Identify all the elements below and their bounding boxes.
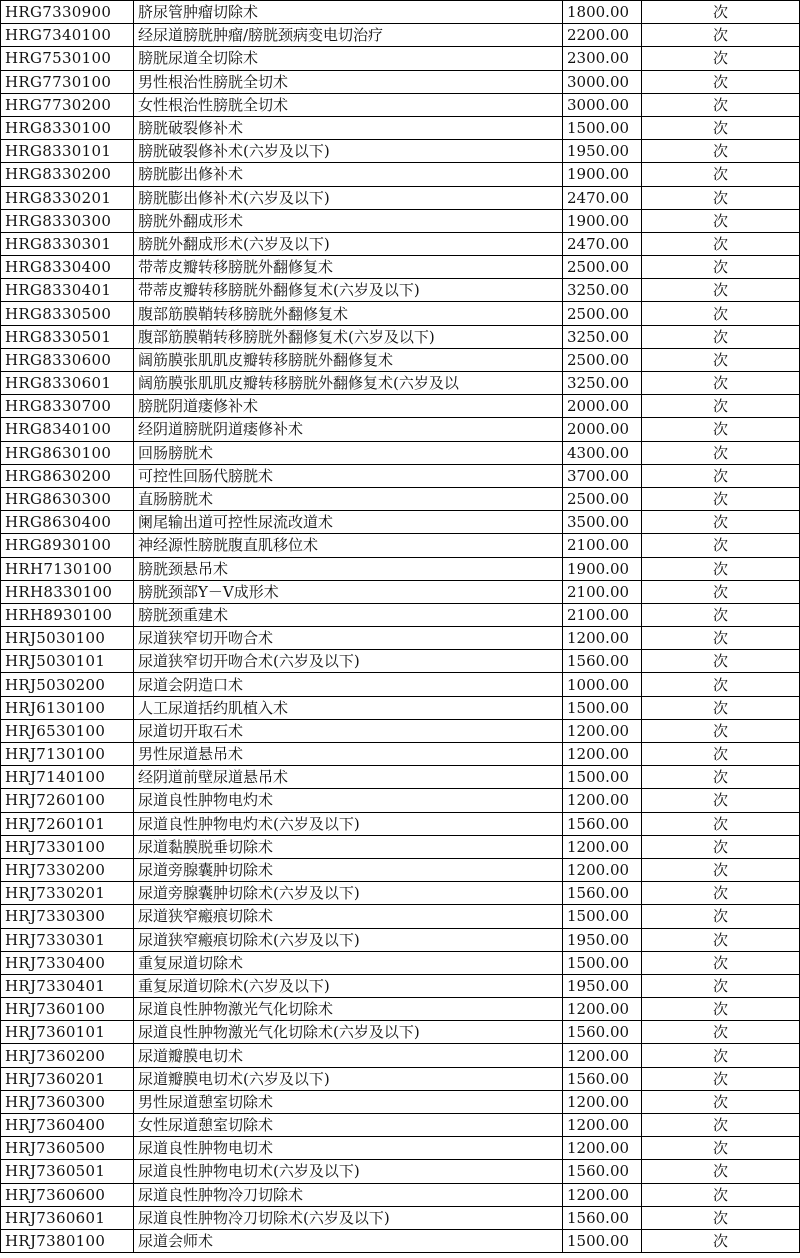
table-row	[1, 372, 800, 395]
table-row	[1, 1, 800, 24]
item-name-cell: 尿道切开取石术	[134, 719, 563, 742]
item-price-cell: 1200.00	[563, 1114, 642, 1137]
item-unit-cell: 次	[642, 116, 800, 139]
item-code-cell: HRJ7360201	[1, 1067, 134, 1090]
item-code-cell: HRG8630200	[1, 464, 134, 487]
item-name-cell: 男性尿道悬吊术	[134, 743, 563, 766]
item-price-cell: 1900.00	[563, 209, 642, 232]
item-name-cell: 经阴道前壁尿道悬吊术	[134, 766, 563, 789]
item-name-cell: 膀胱颈部Y－V成形术	[134, 580, 563, 603]
item-price-cell: 1560.00	[563, 882, 642, 905]
item-code-cell: HRG8330101	[1, 140, 134, 163]
item-code-cell: HRG8330400	[1, 256, 134, 279]
item-name-cell: 经阴道膀胱阴道瘘修补术	[134, 418, 563, 441]
item-price-cell: 1500.00	[563, 116, 642, 139]
item-price-cell: 1800.00	[563, 1, 642, 24]
table-row	[1, 951, 800, 974]
item-name-cell: 膀胱颈重建术	[134, 603, 563, 626]
item-name-cell: 脐尿管肿瘤切除术	[134, 1, 563, 24]
table-row	[1, 928, 800, 951]
table-row	[1, 209, 800, 232]
item-name-cell: 女性根治性膀胱全切术	[134, 93, 563, 116]
table-row	[1, 812, 800, 835]
item-price-cell: 1200.00	[563, 835, 642, 858]
item-code-cell: HRJ7260101	[1, 812, 134, 835]
table-row	[1, 1229, 800, 1252]
item-price-cell: 1200.00	[563, 719, 642, 742]
item-code-cell: HRJ7360400	[1, 1114, 134, 1137]
item-unit-cell: 次	[642, 557, 800, 580]
item-code-cell: HRJ7360300	[1, 1090, 134, 1113]
item-name-cell: 尿道良性肿物电切术(六岁及以下)	[134, 1160, 563, 1183]
item-unit-cell: 次	[642, 279, 800, 302]
table-row	[1, 47, 800, 70]
table-row	[1, 348, 800, 371]
item-unit-cell: 次	[642, 232, 800, 255]
item-price-cell: 1560.00	[563, 650, 642, 673]
item-code-cell: HRG8330300	[1, 209, 134, 232]
table-row	[1, 464, 800, 487]
item-name-cell: 女性尿道憩室切除术	[134, 1114, 563, 1137]
item-code-cell: HRJ7360200	[1, 1044, 134, 1067]
item-price-cell: 2470.00	[563, 186, 642, 209]
table-row	[1, 858, 800, 881]
table-row	[1, 835, 800, 858]
table-row	[1, 140, 800, 163]
item-name-cell: 带蒂皮瓣转移膀胱外翻修复术	[134, 256, 563, 279]
item-unit-cell: 次	[642, 673, 800, 696]
item-unit-cell: 次	[642, 302, 800, 325]
item-unit-cell: 次	[642, 395, 800, 418]
item-price-cell: 1200.00	[563, 1044, 642, 1067]
item-price-cell: 1500.00	[563, 696, 642, 719]
item-price-cell: 2000.00	[563, 395, 642, 418]
item-name-cell: 尿道良性肿物激光气化切除术(六岁及以下)	[134, 1021, 563, 1044]
item-unit-cell: 次	[642, 511, 800, 534]
item-name-cell: 尿道狭窄切开吻合术	[134, 627, 563, 650]
item-unit-cell: 次	[642, 325, 800, 348]
item-name-cell: 直肠膀胱术	[134, 487, 563, 510]
item-code-cell: HRJ7360600	[1, 1183, 134, 1206]
item-price-cell: 1000.00	[563, 673, 642, 696]
item-price-cell: 2500.00	[563, 487, 642, 510]
item-price-cell: 3250.00	[563, 279, 642, 302]
item-unit-cell: 次	[642, 743, 800, 766]
item-unit-cell: 次	[642, 627, 800, 650]
table-row	[1, 302, 800, 325]
item-code-cell: HRG8930100	[1, 534, 134, 557]
item-unit-cell: 次	[642, 1183, 800, 1206]
table-row	[1, 232, 800, 255]
item-price-cell: 1950.00	[563, 140, 642, 163]
item-unit-cell: 次	[642, 418, 800, 441]
item-name-cell: 阑尾输出道可控性尿流改道术	[134, 511, 563, 534]
item-price-cell: 2100.00	[563, 580, 642, 603]
item-unit-cell: 次	[642, 835, 800, 858]
item-price-cell: 1900.00	[563, 557, 642, 580]
table-row	[1, 24, 800, 47]
item-price-cell: 1200.00	[563, 789, 642, 812]
item-name-cell: 膀胱膨出修补术(六岁及以下)	[134, 186, 563, 209]
table-row	[1, 487, 800, 510]
item-name-cell: 尿道狭窄瘢痕切除术(六岁及以下)	[134, 928, 563, 951]
table-row	[1, 766, 800, 789]
item-price-cell: 1560.00	[563, 1160, 642, 1183]
item-unit-cell: 次	[642, 1, 800, 24]
item-unit-cell: 次	[642, 974, 800, 997]
item-price-cell: 2300.00	[563, 47, 642, 70]
item-price-cell: 2500.00	[563, 302, 642, 325]
item-code-cell: HRJ7330201	[1, 882, 134, 905]
table-row	[1, 1021, 800, 1044]
item-unit-cell: 次	[642, 372, 800, 395]
item-code-cell: HRH7130100	[1, 557, 134, 580]
table-row	[1, 789, 800, 812]
item-code-cell: HRG7530100	[1, 47, 134, 70]
item-name-cell: 男性根治性膀胱全切术	[134, 70, 563, 93]
item-name-cell: 尿道良性肿物冷刀切除术	[134, 1183, 563, 1206]
item-name-cell: 膀胱尿道全切除术	[134, 47, 563, 70]
item-name-cell: 尿道良性肿物电灼术	[134, 789, 563, 812]
item-unit-cell: 次	[642, 1206, 800, 1229]
table-row	[1, 1090, 800, 1113]
item-name-cell: 男性尿道憩室切除术	[134, 1090, 563, 1113]
table-row	[1, 1183, 800, 1206]
item-code-cell: HRJ7360501	[1, 1160, 134, 1183]
table-row	[1, 1206, 800, 1229]
item-unit-cell: 次	[642, 998, 800, 1021]
item-price-cell: 1560.00	[563, 1021, 642, 1044]
item-unit-cell: 次	[642, 858, 800, 881]
item-price-cell: 1200.00	[563, 743, 642, 766]
table-row	[1, 1137, 800, 1160]
item-code-cell: HRJ5030200	[1, 673, 134, 696]
item-code-cell: HRH8930100	[1, 603, 134, 626]
item-code-cell: HRJ7360100	[1, 998, 134, 1021]
item-code-cell: HRJ7140100	[1, 766, 134, 789]
item-unit-cell: 次	[642, 209, 800, 232]
item-price-cell: 1500.00	[563, 905, 642, 928]
item-name-cell: 神经源性膀胱腹直肌移位术	[134, 534, 563, 557]
item-code-cell: HRG7330900	[1, 1, 134, 24]
item-unit-cell: 次	[642, 1229, 800, 1252]
item-name-cell: 尿道黏膜脱垂切除术	[134, 835, 563, 858]
item-code-cell: HRJ5030100	[1, 627, 134, 650]
item-unit-cell: 次	[642, 47, 800, 70]
item-code-cell: HRJ7330200	[1, 858, 134, 881]
item-unit-cell: 次	[642, 905, 800, 928]
item-unit-cell: 次	[642, 93, 800, 116]
item-name-cell: 阔筋膜张肌肌皮瓣转移膀胱外翻修复术	[134, 348, 563, 371]
item-code-cell: HRJ7380100	[1, 1229, 134, 1252]
item-code-cell: HRJ6530100	[1, 719, 134, 742]
item-unit-cell: 次	[642, 140, 800, 163]
item-price-cell: 2000.00	[563, 418, 642, 441]
item-price-cell: 3000.00	[563, 70, 642, 93]
item-name-cell: 尿道会阴造口术	[134, 673, 563, 696]
item-unit-cell: 次	[642, 348, 800, 371]
item-code-cell: HRG8330100	[1, 116, 134, 139]
item-price-cell: 3000.00	[563, 93, 642, 116]
item-name-cell: 尿道狭窄瘢痕切除术	[134, 905, 563, 928]
item-price-cell: 2500.00	[563, 256, 642, 279]
item-name-cell: 膀胱膨出修补术	[134, 163, 563, 186]
item-price-cell: 1500.00	[563, 766, 642, 789]
table-row	[1, 70, 800, 93]
item-name-cell: 阔筋膜张肌肌皮瓣转移膀胱外翻修复术(六岁及以	[134, 372, 563, 395]
table-row	[1, 905, 800, 928]
item-price-cell: 3500.00	[563, 511, 642, 534]
item-code-cell: HRJ7360101	[1, 1021, 134, 1044]
item-code-cell: HRJ7330401	[1, 974, 134, 997]
item-unit-cell: 次	[642, 928, 800, 951]
item-name-cell: 腹部筋膜鞘转移膀胱外翻修复术(六岁及以下)	[134, 325, 563, 348]
item-code-cell: HRJ7330400	[1, 951, 134, 974]
item-code-cell: HRG8330601	[1, 372, 134, 395]
item-name-cell: 腹部筋膜鞘转移膀胱外翻修复术	[134, 302, 563, 325]
item-price-cell: 1200.00	[563, 1137, 642, 1160]
table-row	[1, 743, 800, 766]
item-code-cell: HRH8330100	[1, 580, 134, 603]
item-code-cell: HRG7730100	[1, 70, 134, 93]
item-unit-cell: 次	[642, 789, 800, 812]
item-code-cell: HRG8330201	[1, 186, 134, 209]
item-code-cell: HRJ7360500	[1, 1137, 134, 1160]
item-code-cell: HRG8330600	[1, 348, 134, 371]
table-row	[1, 511, 800, 534]
item-price-cell: 3700.00	[563, 464, 642, 487]
table-row	[1, 650, 800, 673]
item-name-cell: 带蒂皮瓣转移膀胱外翻修复术(六岁及以下)	[134, 279, 563, 302]
item-code-cell: HRG8630400	[1, 511, 134, 534]
item-unit-cell: 次	[642, 1044, 800, 1067]
item-unit-cell: 次	[642, 487, 800, 510]
item-unit-cell: 次	[642, 650, 800, 673]
table-row	[1, 93, 800, 116]
item-name-cell: 膀胱颈悬吊术	[134, 557, 563, 580]
item-name-cell: 尿道良性肿物电灼术(六岁及以下)	[134, 812, 563, 835]
table-row	[1, 163, 800, 186]
item-price-cell: 1500.00	[563, 1229, 642, 1252]
item-price-cell: 1200.00	[563, 1183, 642, 1206]
item-code-cell: HRG8630300	[1, 487, 134, 510]
item-unit-cell: 次	[642, 186, 800, 209]
item-unit-cell: 次	[642, 766, 800, 789]
item-code-cell: HRG8340100	[1, 418, 134, 441]
item-price-cell: 1200.00	[563, 858, 642, 881]
item-code-cell: HRG8330700	[1, 395, 134, 418]
item-name-cell: 可控性回肠代膀胱术	[134, 464, 563, 487]
item-unit-cell: 次	[642, 163, 800, 186]
item-unit-cell: 次	[642, 256, 800, 279]
item-name-cell: 膀胱外翻成形术(六岁及以下)	[134, 232, 563, 255]
item-price-cell: 2500.00	[563, 348, 642, 371]
item-code-cell: HRJ5030101	[1, 650, 134, 673]
item-unit-cell: 次	[642, 580, 800, 603]
item-price-cell: 1900.00	[563, 163, 642, 186]
table-row	[1, 1067, 800, 1090]
item-code-cell: HRG8330500	[1, 302, 134, 325]
table-row	[1, 534, 800, 557]
item-price-cell: 3250.00	[563, 372, 642, 395]
item-code-cell: HRG7340100	[1, 24, 134, 47]
item-name-cell: 经尿道膀胱肿瘤/膀胱颈病变电切治疗	[134, 24, 563, 47]
item-name-cell: 尿道瓣膜电切术(六岁及以下)	[134, 1067, 563, 1090]
table-row	[1, 186, 800, 209]
item-unit-cell: 次	[642, 1114, 800, 1137]
item-name-cell: 尿道良性肿物电切术	[134, 1137, 563, 1160]
table-row	[1, 441, 800, 464]
item-name-cell: 尿道瓣膜电切术	[134, 1044, 563, 1067]
item-code-cell: HRJ7330300	[1, 905, 134, 928]
item-price-cell: 1560.00	[563, 1067, 642, 1090]
item-name-cell: 尿道旁腺囊肿切除术	[134, 858, 563, 881]
item-code-cell: HRG8630100	[1, 441, 134, 464]
item-name-cell: 膀胱破裂修补术	[134, 116, 563, 139]
item-unit-cell: 次	[642, 1090, 800, 1113]
item-name-cell: 尿道狭窄切开吻合术(六岁及以下)	[134, 650, 563, 673]
item-code-cell: HRJ7330301	[1, 928, 134, 951]
item-name-cell: 重复尿道切除术	[134, 951, 563, 974]
item-name-cell: 人工尿道括约肌植入术	[134, 696, 563, 719]
table-row	[1, 256, 800, 279]
item-code-cell: HRJ7330100	[1, 835, 134, 858]
item-name-cell: 膀胱阴道瘘修补术	[134, 395, 563, 418]
table-row	[1, 116, 800, 139]
fee-table-body	[1, 1, 800, 1253]
item-name-cell: 膀胱外翻成形术	[134, 209, 563, 232]
item-name-cell: 尿道良性肿物冷刀切除术(六岁及以下)	[134, 1206, 563, 1229]
table-row	[1, 1160, 800, 1183]
table-row	[1, 719, 800, 742]
item-name-cell: 重复尿道切除术(六岁及以下)	[134, 974, 563, 997]
item-unit-cell: 次	[642, 24, 800, 47]
item-code-cell: HRG8330200	[1, 163, 134, 186]
item-unit-cell: 次	[642, 1137, 800, 1160]
item-unit-cell: 次	[642, 812, 800, 835]
item-unit-cell: 次	[642, 1021, 800, 1044]
item-code-cell: HRG8330301	[1, 232, 134, 255]
item-unit-cell: 次	[642, 951, 800, 974]
item-name-cell: 膀胱破裂修补术(六岁及以下)	[134, 140, 563, 163]
item-code-cell: HRJ6130100	[1, 696, 134, 719]
item-unit-cell: 次	[642, 1160, 800, 1183]
item-unit-cell: 次	[642, 70, 800, 93]
item-code-cell: HRJ7360601	[1, 1206, 134, 1229]
item-unit-cell: 次	[642, 534, 800, 557]
item-unit-cell: 次	[642, 882, 800, 905]
table-row	[1, 279, 800, 302]
item-unit-cell: 次	[642, 603, 800, 626]
item-price-cell: 1500.00	[563, 951, 642, 974]
item-unit-cell: 次	[642, 441, 800, 464]
table-row	[1, 580, 800, 603]
item-price-cell: 1200.00	[563, 627, 642, 650]
table-row	[1, 418, 800, 441]
item-price-cell: 1560.00	[563, 812, 642, 835]
item-price-cell: 2200.00	[563, 24, 642, 47]
item-price-cell: 2100.00	[563, 603, 642, 626]
item-unit-cell: 次	[642, 719, 800, 742]
table-row	[1, 998, 800, 1021]
table-row	[1, 696, 800, 719]
item-code-cell: HRG8330501	[1, 325, 134, 348]
table-row	[1, 673, 800, 696]
item-price-cell: 1950.00	[563, 928, 642, 951]
table-row	[1, 627, 800, 650]
table-row	[1, 1114, 800, 1137]
table-row	[1, 603, 800, 626]
item-price-cell: 1200.00	[563, 998, 642, 1021]
table-row	[1, 882, 800, 905]
item-name-cell: 尿道良性肿物激光气化切除术	[134, 998, 563, 1021]
table-row	[1, 974, 800, 997]
item-unit-cell: 次	[642, 696, 800, 719]
item-code-cell: HRJ7130100	[1, 743, 134, 766]
item-unit-cell: 次	[642, 464, 800, 487]
item-price-cell: 1950.00	[563, 974, 642, 997]
item-price-cell: 4300.00	[563, 441, 642, 464]
item-price-cell: 3250.00	[563, 325, 642, 348]
item-price-cell: 1200.00	[563, 1090, 642, 1113]
item-price-cell: 2100.00	[563, 534, 642, 557]
item-code-cell: HRG7730200	[1, 93, 134, 116]
item-name-cell: 尿道旁腺囊肿切除术(六岁及以下)	[134, 882, 563, 905]
item-name-cell: 尿道会师术	[134, 1229, 563, 1252]
item-unit-cell: 次	[642, 1067, 800, 1090]
item-code-cell: HRG8330401	[1, 279, 134, 302]
table-row	[1, 395, 800, 418]
table-row	[1, 1044, 800, 1067]
item-price-cell: 1560.00	[563, 1206, 642, 1229]
item-code-cell: HRJ7260100	[1, 789, 134, 812]
table-row	[1, 557, 800, 580]
table-row	[1, 325, 800, 348]
item-price-cell: 2470.00	[563, 232, 642, 255]
item-name-cell: 回肠膀胱术	[134, 441, 563, 464]
